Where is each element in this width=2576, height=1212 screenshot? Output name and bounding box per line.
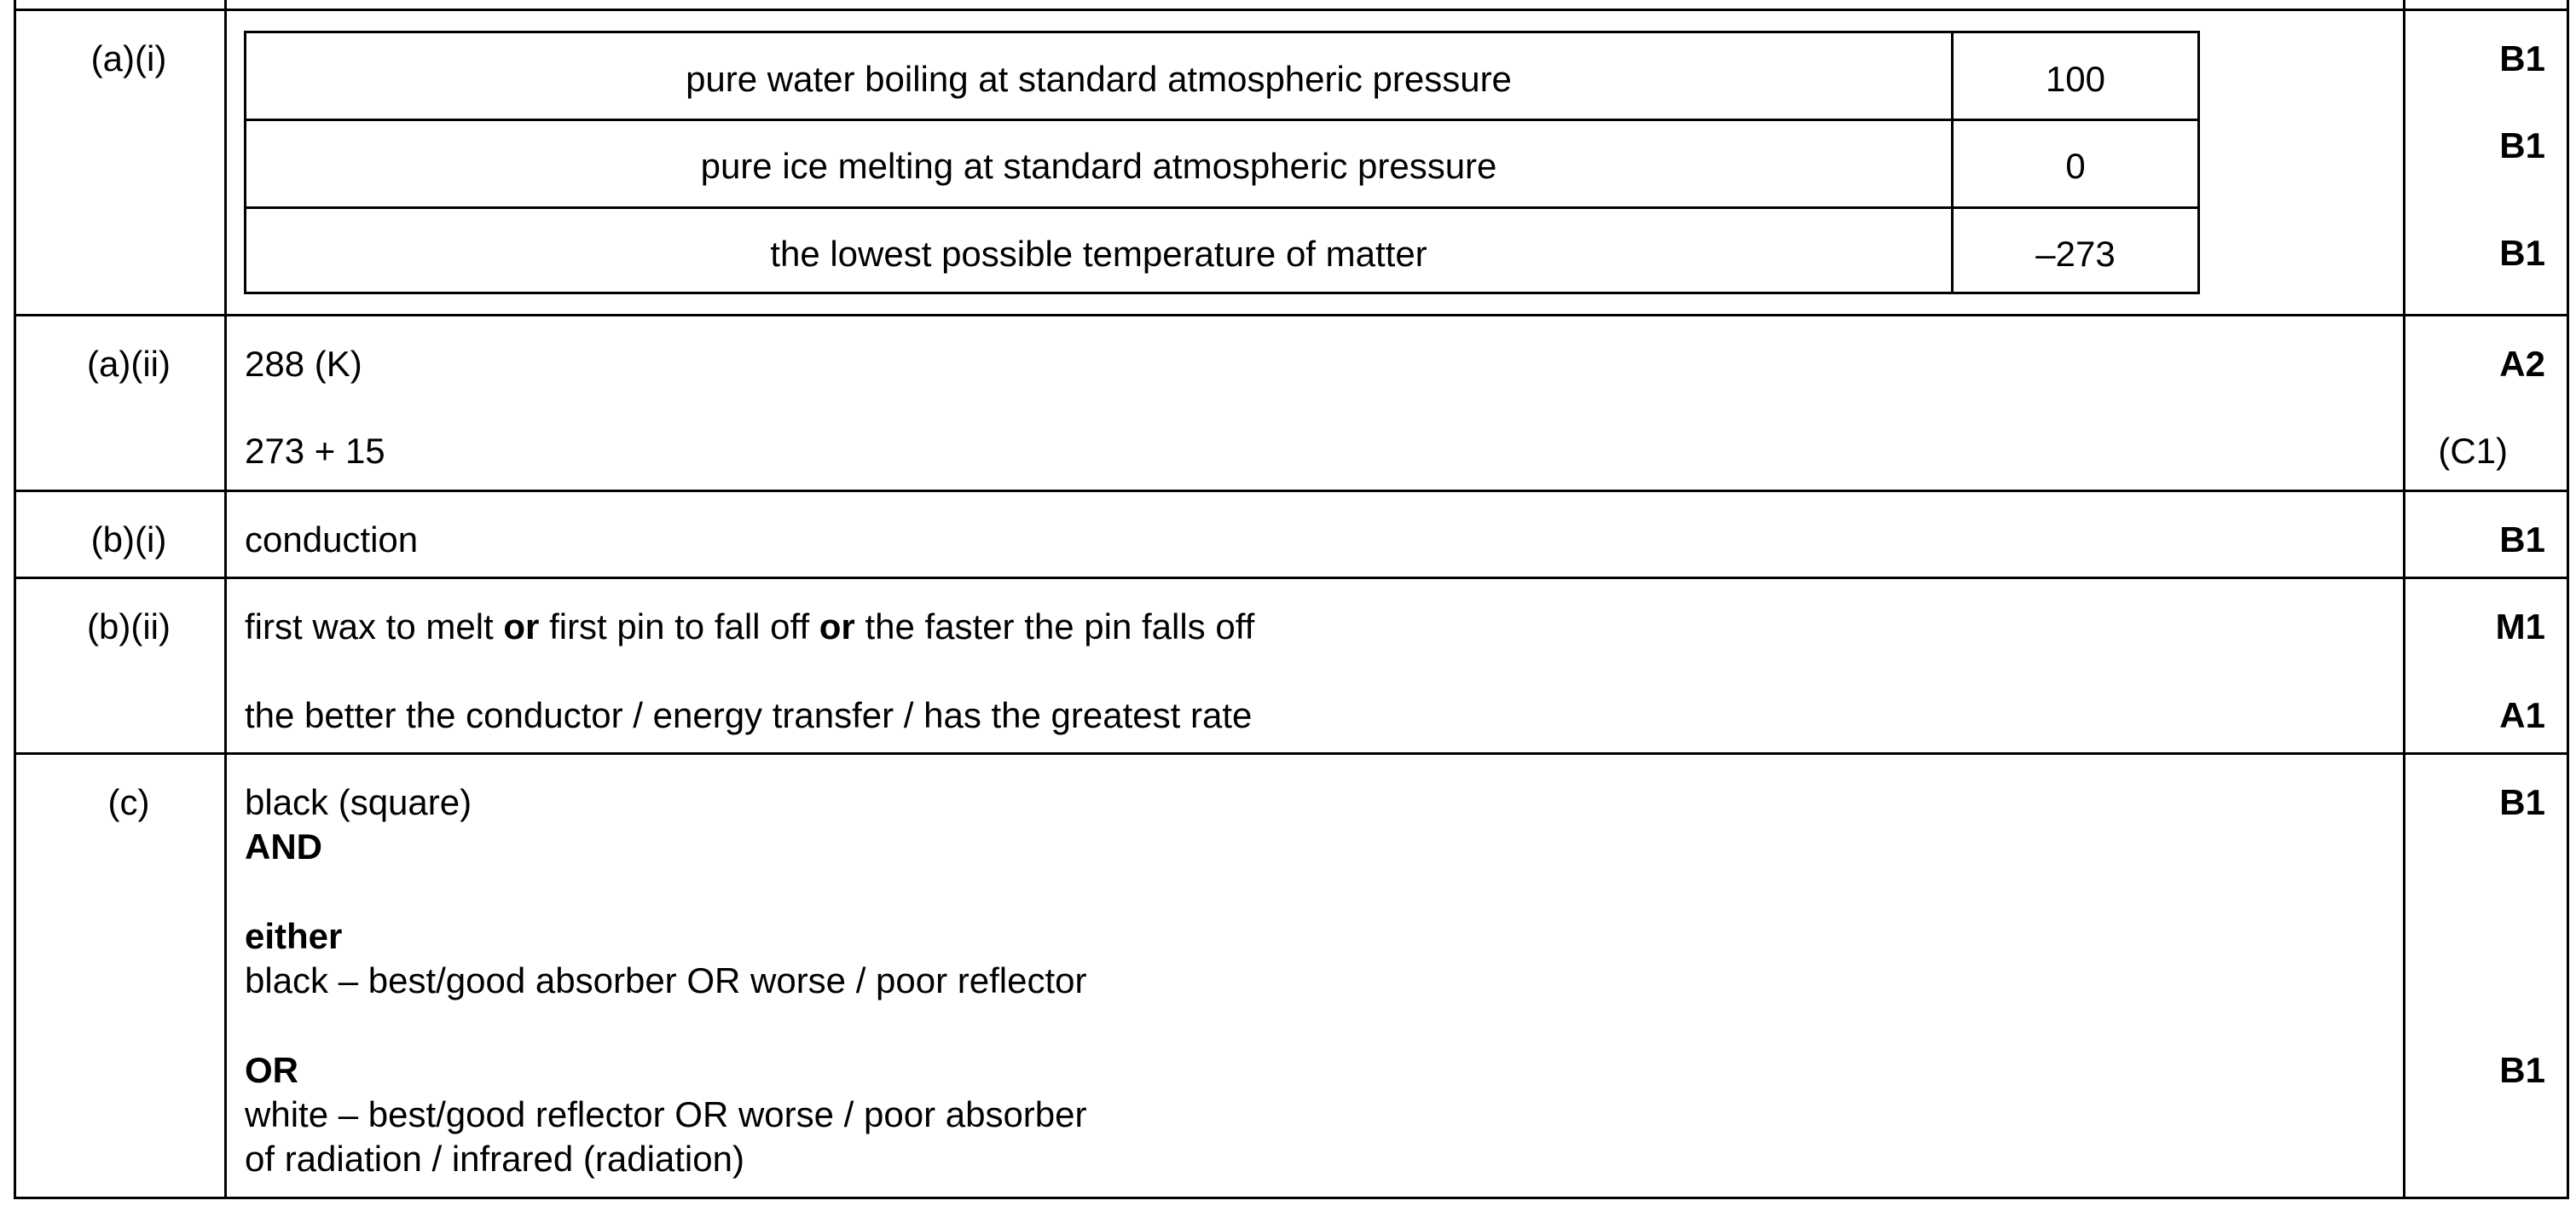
answer-line: white – best/good reflector OR worse / poor absorber [245, 1094, 1087, 1134]
table-cell-value: 100 [2045, 59, 2106, 99]
row-divider [14, 577, 2569, 579]
column-divider [2567, 0, 2569, 1199]
table-cell-description: pure water boiling at standard atmospheric pressure [686, 59, 1512, 99]
answer-text: first wax to melt [245, 606, 504, 647]
question-number: (a)(i) [90, 38, 167, 78]
mark: B1 [2499, 38, 2545, 78]
answer-line [245, 606, 1255, 647]
table-cell-value: 0 [2065, 146, 2086, 186]
temperature-table [244, 31, 2200, 294]
mark: A2 [2499, 344, 2545, 384]
column-divider [224, 0, 227, 1199]
answer-line: either [245, 916, 343, 956]
column-divider [2403, 0, 2405, 1199]
mark: B1 [2499, 125, 2545, 165]
answer-text: first pin to fall off [539, 606, 819, 647]
inner-divider [246, 206, 2197, 209]
mark: A1 [2499, 695, 2545, 735]
answer-line: black – best/good absorber OR worse / poor reflector [245, 960, 1087, 1000]
row-divider [14, 1197, 2569, 1199]
answer-line: conduction [245, 519, 419, 560]
column-divider [14, 0, 16, 1199]
question-number: (b)(i) [90, 519, 167, 560]
keyword-or: or [819, 606, 855, 647]
row-divider [14, 752, 2569, 755]
row-divider [14, 314, 2569, 316]
keyword-or: or [503, 606, 540, 647]
answer-line: 273 + 15 [245, 431, 385, 471]
table-cell-value: –273 [2035, 234, 2116, 274]
mark: B1 [2499, 782, 2545, 822]
table-cell-description: the lowest possible temperature of matter [770, 234, 1427, 274]
answer-line: AND [245, 826, 322, 867]
inner-divider [246, 119, 2197, 121]
mark: B1 [2499, 233, 2545, 273]
row-divider [14, 9, 2569, 11]
answer-line: the better the conductor / energy transfer / has the greatest rate [245, 695, 1253, 735]
question-number: (b)(ii) [87, 606, 171, 647]
answer-line: black (square) [245, 782, 472, 822]
mark: B1 [2499, 1050, 2545, 1090]
answer-line: OR [245, 1050, 298, 1090]
row-divider [14, 490, 2569, 492]
mark: M1 [2495, 606, 2545, 647]
mark: (C1) [2438, 431, 2508, 471]
table-cell-description: pure ice melting at standard atmospheric pressure [700, 146, 1497, 186]
mark: B1 [2499, 519, 2545, 560]
answer-text: the faster the pin falls off [854, 606, 1255, 647]
question-number: (a)(ii) [87, 344, 171, 384]
answer-line: of radiation / infrared (radiation) [245, 1139, 744, 1179]
answer-line: 288 (K) [245, 344, 362, 384]
question-number: (c) [107, 782, 150, 822]
